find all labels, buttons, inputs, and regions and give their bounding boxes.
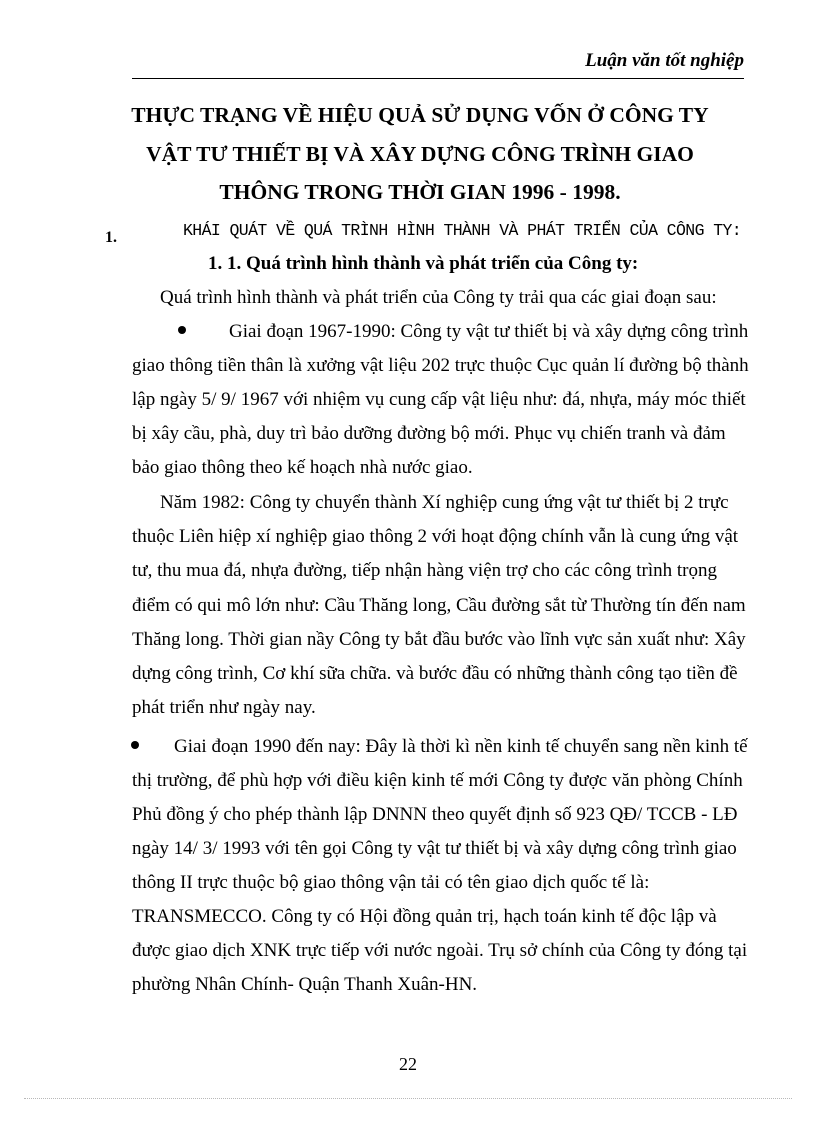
bullet1-line-2: giao thông tiền thân là xưởng vật liệu 202 trực thuộc Cục quản lí đường bộ thành bbox=[132, 355, 749, 376]
para1982-line-6: dựng công trình, Cơ khí sữa chữa. và bước đầu có những thành công tạo tiền đề bbox=[132, 663, 738, 684]
bullet2-line-2: thị trường, để phù hợp với điều kiện kinh tế mới Công ty được văn phòng Chính bbox=[132, 770, 743, 791]
page-number: 22 bbox=[399, 1054, 417, 1074]
bullet2-line-6: TRANSMECCO. Công ty có Hội đồng quản trị, hạch toán kinh tế độc lập và bbox=[132, 906, 717, 927]
intro-paragraph: Quá trình hình thành và phát triển của Công ty trải qua các giai đoạn sau: bbox=[160, 287, 717, 308]
bullet2-line-7: được giao dịch XNK trực tiếp với nước ngoài. Trụ sở chính của Công ty đóng tại bbox=[132, 940, 748, 961]
para1982-line-3: tư, thu mua đá, nhựa đường, tiếp nhận hàng viện trợ cho các công trình trọng bbox=[132, 560, 717, 581]
section-title: KHÁI QUÁT VỀ QUÁ TRÌNH HÌNH THÀNH VÀ PHÁT TRIỂN CỦA CÔNG TY: bbox=[183, 221, 742, 240]
para1982-line-7: phát triển như ngày nay. bbox=[132, 697, 316, 718]
header-rule bbox=[132, 78, 744, 79]
bullet2-line-3: Phủ đồng ý cho phép thành lập DNNN theo quyết định số 923 QĐ/ TCCB - LĐ bbox=[132, 804, 738, 825]
para1982-line-4: điểm có qui mô lớn như: Cầu Thăng long, Cầu đường sắt từ Thường tín đến nam bbox=[132, 595, 746, 616]
bullet1-line-4: bị xây cầu, phà, duy trì bảo dưỡng đường bộ mới. Phục vụ chiến tranh và đảm bbox=[132, 423, 726, 444]
bullet2-line-4: ngày 14/ 3/ 1993 với tên gọi Công ty vật tư thiết bị và xây dựng công trình giao bbox=[132, 838, 737, 859]
bullet1-line-1: Giai đoạn 1967-1990: Công ty vật tư thiết bị và xây dựng công trình bbox=[229, 321, 749, 342]
document-title-line-3: THÔNG TRONG THỜI GIAN 1996 - 1998. bbox=[219, 180, 621, 204]
page-bottom-border bbox=[24, 1098, 792, 1099]
running-header: Luận văn tốt nghiệp bbox=[585, 50, 744, 71]
bullet2-line-1: Giai đoạn 1990 đến nay: Đây là thời kì nền kinh tế chuyển sang nền kinh tế bbox=[174, 736, 748, 757]
para1982-line-5: Thăng long. Thời gian nầy Công ty bắt đầu bước vào lĩnh vực sản xuất như: Xây bbox=[132, 629, 746, 650]
bullet1-line-5: bảo giao thông theo kế hoạch nhà nước giao. bbox=[132, 457, 473, 478]
bullet1-line-3: lập ngày 5/ 9/ 1967 với nhiệm vụ cung cấp vật liệu như: đá, nhựa, máy móc thiết bbox=[132, 389, 746, 410]
bullet-icon bbox=[178, 326, 186, 334]
section-number: 1. bbox=[105, 229, 117, 246]
para1982-line-2: thuộc Liên hiệp xí nghiệp giao thông 2 với hoạt động chính vẫn là cung ứng vật bbox=[132, 526, 739, 547]
para1982-line-1: Năm 1982: Công ty chuyển thành Xí nghiệp cung ứng vật tư thiết bị 2 trực bbox=[160, 492, 729, 513]
bullet-icon bbox=[131, 741, 139, 749]
document-title-line-2: VẬT TƯ THIẾT BỊ VÀ XÂY DỰNG CÔNG TRÌNH GIAO bbox=[146, 142, 694, 166]
bullet2-line-8: phường Nhân Chính- Quận Thanh Xuân-HN. bbox=[132, 974, 478, 995]
bullet2-line-5: thông II trực thuộc bộ giao thông vận tải có tên giao dịch quốc tế là: bbox=[132, 872, 650, 893]
document-title-line-1: THỰC TRẠNG VỀ HIỆU QUẢ SỬ DỤNG VỐN Ở CÔNG TY bbox=[131, 103, 709, 127]
subsection-title: 1. 1. Quá trình hình thành và phát triển của Công ty: bbox=[208, 253, 639, 274]
